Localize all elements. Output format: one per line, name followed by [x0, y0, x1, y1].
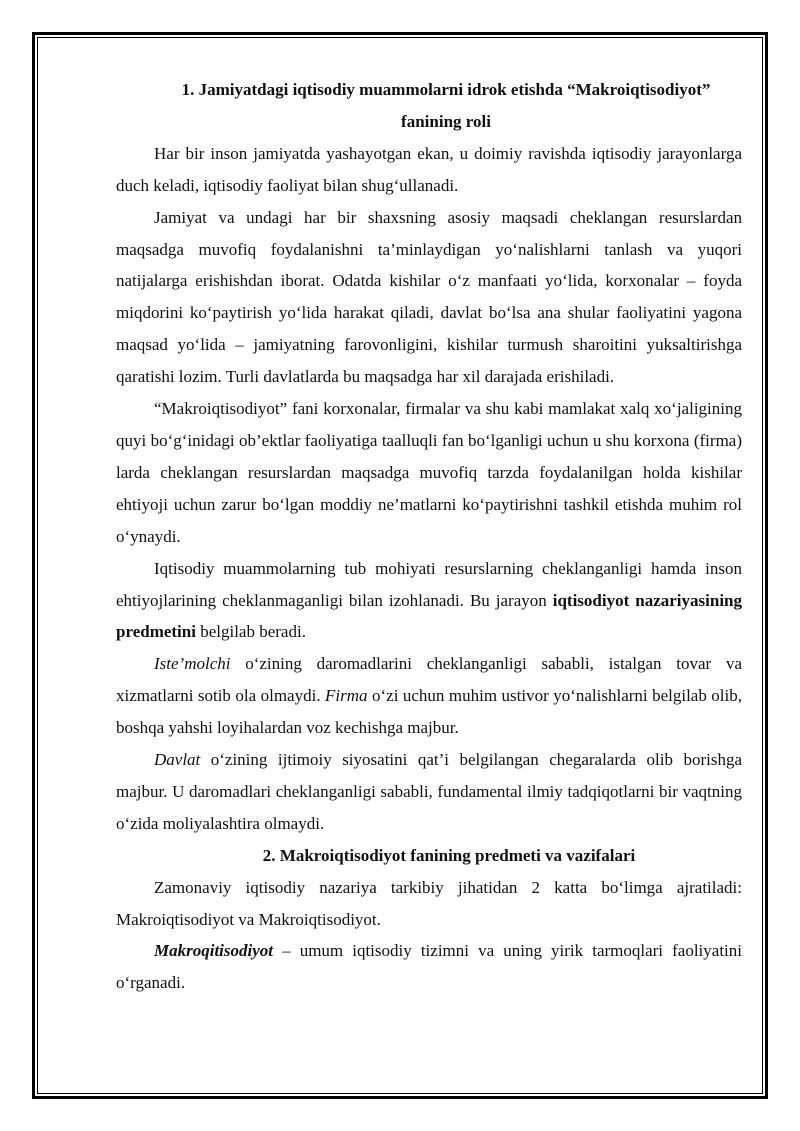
paragraph	[116, 935, 742, 999]
document-body	[116, 74, 742, 999]
section-heading-2: 2. Makroiqtisodiyot fanining predmeti va vazifalari	[262, 845, 636, 865]
paragraph-text: o‘zining ijtimoiy siyosatini qat’i belgilangan chegaralarda olib borishga majbur. U daromadlari cheklanganligi sababli, fundamental ilmiy tadqiqotlarni bir vaqtning o‘zida moliyalashtira olmaydi.	[116, 750, 742, 833]
italic-term: Firma	[325, 686, 368, 706]
section-heading-1	[116, 74, 742, 138]
paragraph	[116, 648, 742, 744]
bold-term: iqtisodiyot nazariyasining predmetini	[116, 590, 742, 642]
paragraph-text: o‘zi uchun muhim ustivor yo‘nalishlarni belgilab olib, boshqa yahshi loyihalardan voz kechishga majbur.	[116, 686, 742, 738]
section-heading-1-line1: 1. Jamiyatdagi iqtisodiy muammolarni idrok etishda “Makroiqtisodiyot”	[181, 80, 711, 99]
paragraph: Zamonaviy iqtisodiy nazariya tarkibiy jihatidan 2 katta bo‘limga ajratiladi: Makroiqtisodiyot va Makroiqtisodiyot.	[116, 877, 742, 929]
paragraph-text: o‘zining daromadlarini cheklanganligi sababli, istalgan tovar va xizmatlarni sotib ola olmaydi.	[116, 654, 742, 706]
paragraph: Jamiyat va undagi har bir shaxsning asosiy maqsadi cheklangan resurslardan maqsadga muvofiq foydalanishni ta’minlaydigan yo‘nalishlarni tanlash va yuqori natijalarga erishishdan iborat. Odatda kishilar o‘z manfaati yo‘lida, korxonalar – foyda miqdorini ko‘paytirish yo‘lida harakat qiladi, davlat bo‘lsa ana shular faoliyatini yagona maqsad yo‘lida – jamiyatning farovonligini, kishilar turmush sharoitini yuksaltirishga qaratishi lozim. Turli davlatlarda bu maqsadga har xil darajada erishiladi.	[116, 207, 742, 387]
paragraph: “Makroiqtisodiyot” fani korxonalar, firmalar va shu kabi mamlakat xalq xo‘jaligining quyi bo‘g‘inidagi ob’ektlar faoliyatiga taalluqli fan bo‘lganligi uchun u shu korxona (firma) larda cheklangan resurslardan maqsadga muvofiq tarzda foydalanilgan holda kishilar ehtiyoji uchun zarur bo‘lgan moddiy ne’matlarni ko‘paytirishni tashkil etishda muhim rol o‘ynaydi.	[116, 399, 742, 546]
paragraph-text: belgilab beradi.	[195, 622, 306, 642]
paragraph-text: – umum iqtisodiy tizimni va uning yirik tarmoqlari faoliyatini o‘rganadi.	[116, 941, 742, 993]
italic-term: Iste’molchi	[154, 654, 231, 674]
section-heading-1-line2: fanining roli	[401, 111, 491, 131]
paragraph-text: Iqtisodiy muammolarning tub mohiyati resurslarning cheklanganligi hamda inson ehtiyojlarining cheklanmaganligi bilan izohlanadi. Bu jarayon	[116, 558, 742, 610]
italic-term: Davlat	[154, 750, 201, 770]
bold-italic-term: Makroqitisodiyot	[154, 941, 274, 961]
paragraph	[116, 553, 742, 649]
paragraph: Har bir inson jamiyatda yashayotgan ekan, u doimiy ravishda iqtisodiy jarayonlarga duch keladi, iqtisodiy faoliyat bilan shug‘ullanadi.	[116, 143, 742, 195]
paragraph	[116, 744, 742, 840]
